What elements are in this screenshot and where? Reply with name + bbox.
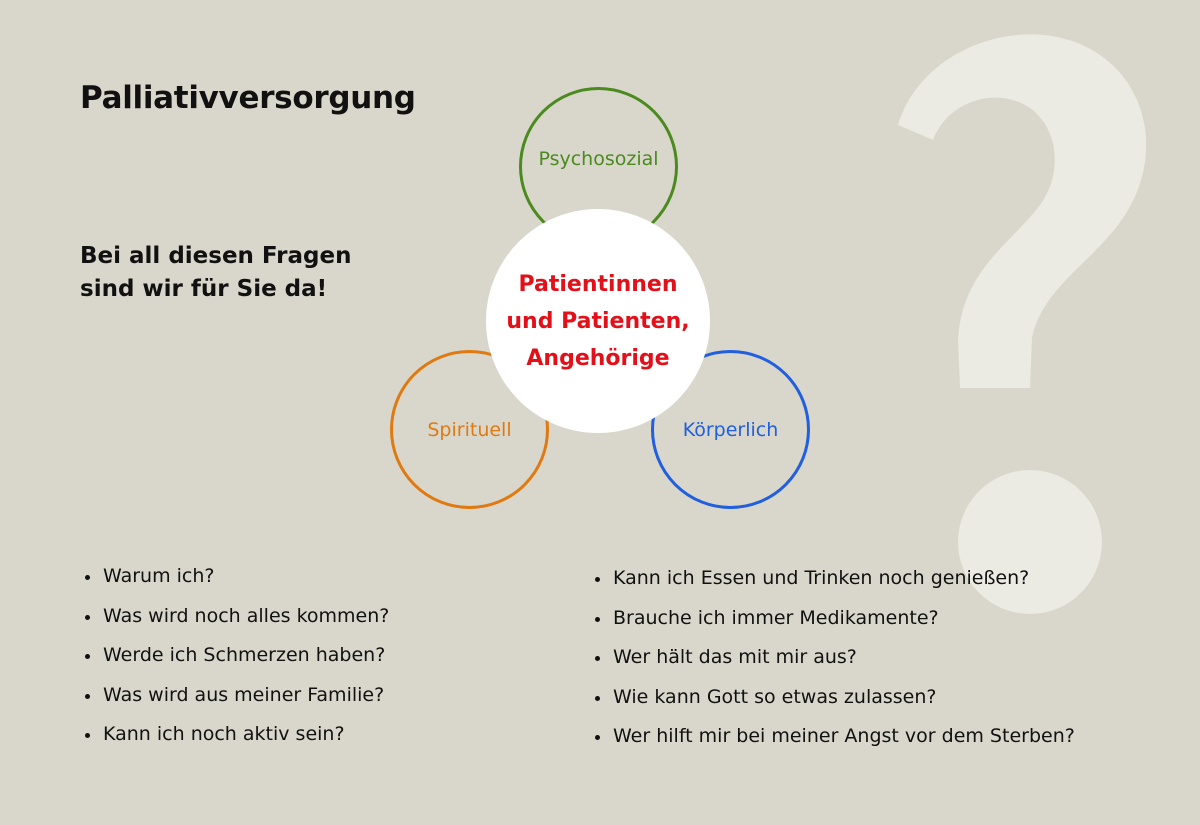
node-psychosozial-label: Psychosozial (538, 147, 659, 170)
list-item: Werde ich Schmerzen haben? (80, 644, 389, 684)
list-item: Brauche ich immer Medikamente? (590, 607, 1075, 647)
center-label-line: und Patienten, (506, 308, 690, 334)
list-item: Was wird noch alles kommen? (80, 605, 389, 645)
center-label-line: Patientinnen (518, 271, 678, 297)
subtitle-line: sind wir für Sie da! (80, 276, 328, 302)
page-title: Palliativversorgung (80, 80, 416, 116)
questions-right-list (590, 567, 1075, 765)
node-center (486, 209, 710, 433)
questions-left-list (80, 565, 389, 763)
center-label-line: Angehörige (526, 345, 670, 371)
list-item: Was wird aus meiner Familie? (80, 684, 389, 724)
list-item: Kann ich noch aktiv sein? (80, 723, 389, 763)
list-item: Wer hält das mit mir aus? (590, 646, 1075, 686)
list-item: Wie kann Gott so etwas zulassen? (590, 686, 1075, 726)
list-item: Kann ich Essen und Trinken noch genießen? (590, 567, 1075, 607)
node-spirituell-label: Spirituell (427, 418, 512, 441)
node-koerperlich-label: Körperlich (682, 418, 779, 441)
subtitle-line: Bei all diesen Fragen (80, 243, 352, 269)
subtitle (80, 240, 351, 306)
list-item: Wer hilft mir bei meiner Angst vor dem Sterben? (590, 725, 1075, 765)
list-item: Warum ich? (80, 565, 389, 605)
